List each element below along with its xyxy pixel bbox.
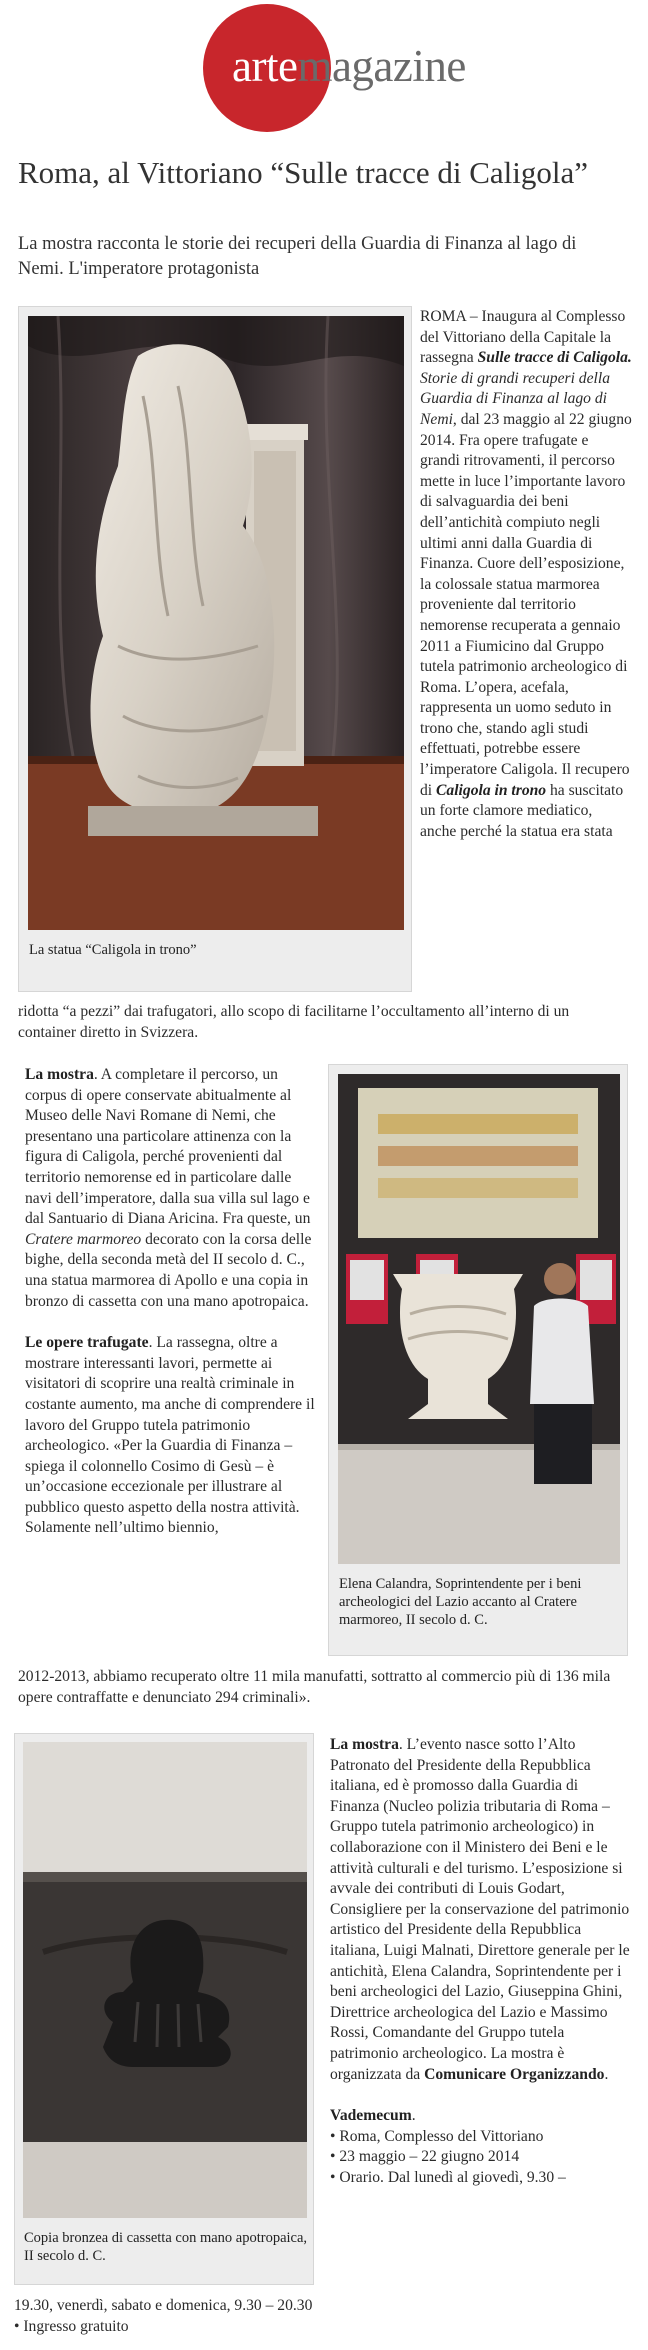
- mostra-section-2: [330, 1735, 630, 2188]
- caligola-statue-image[interactable]: [28, 316, 404, 930]
- mostra1-text-a: . A completare il percorso, un corpus di opere conservate abitualmente al Museo delle Navi Romane di Nemi, che presentano una particolare attinenza con la figura di Caligola, perché provenienti dal territorio nemorense ed in particolare dalle navi dell’imperatore, dalla sua villa sul lago e dal Santuario di Diana Aricina. Fra queste, un: [25, 1066, 311, 1228]
- mostra1-text-c: decorato con la corsa delle bighe, della seconda metà del II secolo d. C., una statua marmorea di Apollo e una copia in bronzo di cassetta con una mano apotropaica.: [25, 1230, 312, 1310]
- cratere-marmoreo: Cratere marmoreo: [25, 1230, 142, 1248]
- figure-caligola: [18, 306, 412, 992]
- logo-wordmark: [232, 41, 466, 91]
- mano-caption: Copia bronzea di cassetta con mano apotropaica, II secolo d. C.: [24, 2230, 308, 2264]
- exhibition-title: Sulle tracce di Caligola.: [477, 349, 632, 367]
- intro-tail: ridotta “a pezzi” dai trafugatori, allo scopo di facilitarne l’occultamento all’interno di un container diretto in Svizzera.: [18, 1003, 570, 1041]
- calandra-caption: Elena Calandra, Soprintendente per i beni archeologici del Lazio accanto al Cratere marmoreo, II secolo d. C.: [339, 1576, 582, 1628]
- logo-part-arte: arte: [232, 41, 298, 91]
- opere-label: Le opere trafugate: [25, 1334, 149, 1352]
- vademecum-item-hours: • Orario. Dal lunedì al giovedì, 9.30 –: [330, 2168, 566, 2186]
- logo-part-magazine: magazine: [297, 41, 466, 91]
- vademecum-item-entry: • Ingresso gratuito: [14, 2318, 129, 2335]
- intro-text-a: ROMA – Inaugura al Complesso del Vittoriano della Capitale la rassegna: [420, 308, 626, 367]
- mostra2-text-a: . L’evento nasce sotto l’Alto Patronato del Presidente della Repubblica italiana, ed è promosso dalla Guardia di Finanza (Nucleo polizia tributaria di Roma – Gruppo tutela patrimonio archeologico) in collaborazione con il Ministero dei Beni e le attività culturali e del turismo. L’esposizione si avvale dei contributi di Louis Godart, Consigliere per la conservazione del patrimonio artistico del Presidente della Repubblica italiana, Luigi Malnati, Direttore generale per le antichità, Elena Calandra, Soprintendente per i beni archeologici del Lazio, Giuseppina Ghini, Direttrice archeologica del Lazio e Massimo Rossi, Comandante del Gruppo tutela patrimonio archeologico. La mostra è organizzata da: [330, 1736, 630, 2083]
- article-subtitle: La mostra racconta le storie dei recuperi della Guardia di Finanza al lago di Nemi. L'imperatore protagonista: [18, 234, 577, 279]
- caligola-statue-illustration: [28, 316, 404, 930]
- figure-calandra: [328, 1064, 628, 1656]
- intro-text-d: , dal 23 maggio al 22 giugno 2014. Fra opere trafugate e grandi ritrovamenti, il percorso mette in luce l’importante lavoro di salvaguardia dei beni dell’antichità compiuto negli ultimi anni dalla Guardia di Finanza. Cuore dell’esposizione, la colossale statua marmorea proveniente dal territorio nemorense recuperata a gennaio 2011 a Fiumicino dal Gruppo tutela patrimonio archeologico di Roma. L’opera, acefala, rappresenta un uomo seduto in trono che, stando agli studi effettuati, potrebbe essere l’imperatore Caligola. Il recupero di: [420, 410, 632, 799]
- mano-photo-illustration: [23, 1742, 307, 2218]
- calandra-photo[interactable]: [338, 1074, 620, 1564]
- mostra-label-2: La mostra: [330, 1736, 399, 1753]
- figure-mano: [14, 1733, 314, 2285]
- intro-text-f: ha suscitato un forte clamore mediatico, anche perché la statua era stata: [420, 781, 624, 840]
- vademecum-item-dates: • 23 maggio – 22 giugno 2014: [330, 2148, 520, 2166]
- intro-paragraph: [420, 307, 632, 842]
- opere-text: . La rassegna, oltre a mostrare interessanti lavori, permette ai visitatori di scoprire una realtà criminale in costante aumento, ma anche di comprendere il lavoro del Gruppo tutela patrimonio archeologico. «Per la Guardia di Finanza – spiega il colonnello Cosimo di Gesù – è un’occasione eccezionale per illustrare al pubblico questo aspetto della nostra attività. Solamente nell’ultimo biennio,: [25, 1334, 315, 1537]
- mostra2-text-b: .: [604, 2065, 609, 2083]
- vademecum-label: Vademecum: [330, 2107, 412, 2125]
- calandra-photo-illustration: [338, 1074, 620, 1564]
- vademecum-item-location: • Roma, Complesso del Vittoriano: [330, 2127, 544, 2145]
- vademecum-hours-tail: 19.30, venerdì, sabato e domenica, 9.30 – 20.30: [14, 2297, 313, 2314]
- mostra-section-1: [25, 1065, 315, 1539]
- site-logo[interactable]: [0, 0, 648, 140]
- vademecum-dot: .: [411, 2107, 416, 2125]
- mostra-label-1: La mostra: [25, 1066, 94, 1083]
- exhibition-subtitle: Storie di grandi recuperi della Guardia di Finanza al lago di Nemi: [420, 369, 610, 428]
- caligola-in-trono: Caligola in trono: [436, 781, 547, 799]
- mano-photo[interactable]: [23, 1742, 307, 2218]
- opere-tail: 2012-2013, abbiamo recuperato oltre 11 mila manufatti, sottratto al commercio più di 136 mila opere contraffatte e denunciato 294 criminali».: [18, 1668, 611, 1706]
- organizer-name: Comunicare Organizzando: [424, 2065, 605, 2083]
- caligola-caption: La statua “Caligola in trono”: [29, 942, 197, 958]
- article-title: Roma, al Vittoriano “Sulle tracce di Caligola”: [18, 155, 589, 190]
